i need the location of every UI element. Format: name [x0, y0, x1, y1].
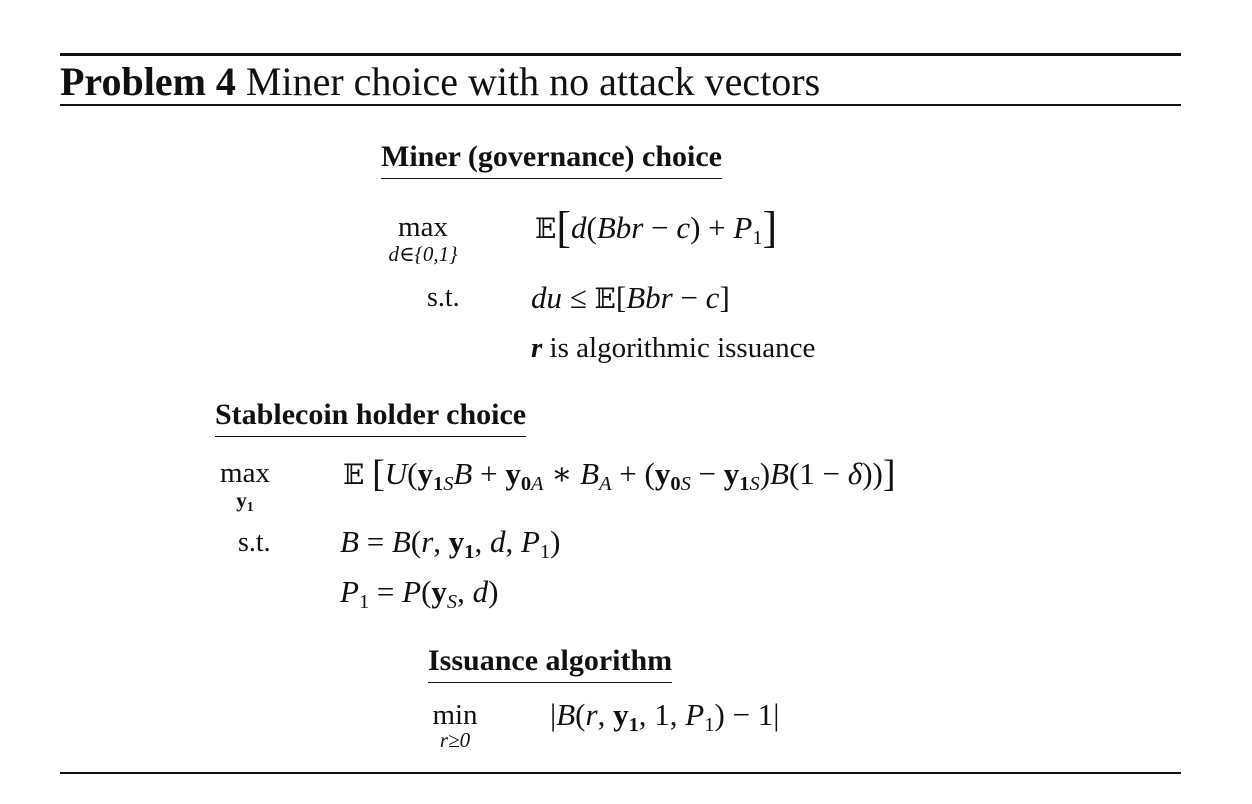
title-rule	[60, 104, 1181, 106]
issuance-min-subscript: r≥0	[439, 728, 471, 752]
miner-st-label: s.t.	[427, 282, 460, 313]
miner-constraint-2	[531, 330, 815, 366]
miner-constraint-2-text: is algorithmic issuance	[542, 332, 816, 364]
issuance-heading: Issuance algorithm	[428, 644, 672, 683]
holder-max-operator: max	[220, 457, 270, 489]
issuance-objective: |B(r, $y_1$, 1, $P_1) - 1|$	[550, 697, 780, 737]
miner-constraint-1: du ≤ 𝔼[Bbr − c]	[531, 280, 730, 315]
holder-constraint-1: B = B(r, $y_1$, d, $P_1$)	[340, 524, 561, 564]
holder-st-label: s.t.	[238, 527, 271, 558]
holder-objective: 𝔼 [$U(y_{1S}B + y_{0A}$ ∗ $B_A + (y_{0S} - y_{1S})B(1 - \delta)$)]	[343, 453, 896, 496]
issuance-min-operator: min	[432, 699, 478, 731]
holder-max-subscript: $y_1$	[236, 488, 254, 515]
miner-heading: Miner (governance) choice	[381, 140, 722, 179]
holder-constraint-2: $P_1 = P(y_S$, d)	[340, 574, 499, 614]
holder-heading: Stablecoin holder choice	[215, 398, 526, 437]
problem-label: Problem 4	[60, 59, 236, 104]
miner-max-subscript: d∈{0,1}	[388, 242, 458, 266]
issuance-var-r: r	[531, 332, 543, 364]
miner-max-operator: max	[398, 211, 448, 243]
problem-title-text: Miner choice with no attack vectors	[245, 59, 821, 104]
miner-objective: 𝔼[d(Bbr − $c) + P_1$]	[535, 203, 778, 252]
problem-title	[60, 58, 820, 106]
bottom-rule	[60, 772, 1181, 774]
top-rule	[60, 53, 1181, 56]
